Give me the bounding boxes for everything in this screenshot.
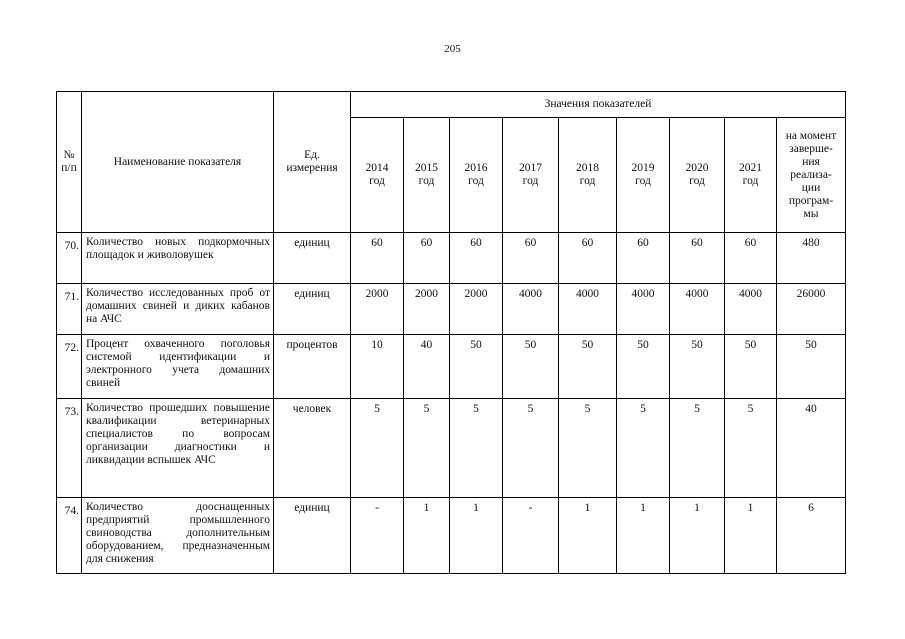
value-2015: 5 — [404, 399, 450, 498]
header-year-2015: 2015 год — [404, 118, 450, 233]
value-2019: 50 — [617, 335, 670, 399]
header-year-2019: 2019 год — [617, 118, 670, 233]
value-2015: 60 — [404, 233, 450, 284]
header-row-top — [57, 92, 846, 118]
header-num — [57, 92, 82, 233]
indicator-name: Процент охваченного поголовья системой идентификации и электронного учета домашних свиней — [82, 335, 274, 399]
value-2014: 10 — [351, 335, 404, 399]
value-2014: 60 — [351, 233, 404, 284]
value-2018: 4000 — [559, 284, 617, 335]
header-unit-line-1: Ед. — [304, 149, 320, 161]
header-values-group: Значения показателей — [351, 92, 846, 118]
value-2018: 5 — [559, 399, 617, 498]
table-row — [57, 233, 846, 284]
row-number: 73. — [57, 399, 82, 498]
value-2017: - — [503, 498, 559, 574]
value-2020: 60 — [670, 233, 725, 284]
indicators-table — [56, 91, 846, 574]
value-2019: 5 — [617, 399, 670, 498]
table-row — [57, 399, 846, 498]
value-2018: 1 — [559, 498, 617, 574]
value-2015: 2000 — [404, 284, 450, 335]
value-final: 50 — [777, 335, 846, 399]
header-unit-line-2: измерения — [286, 162, 338, 174]
header-num-line-2: п/п — [61, 162, 77, 174]
unit-cell: процентов — [274, 335, 351, 399]
indicator-name: Количество прошедших повышение квалификации ветеринарных специалистов по вопросам организации диагностики и ликвидации вспышек АЧС — [82, 399, 274, 498]
value-2019: 60 — [617, 233, 670, 284]
value-2014: 2000 — [351, 284, 404, 335]
header-final: на момент заверше- ния реализа- ции програм- мы — [777, 118, 846, 233]
row-number: 70. — [57, 233, 82, 284]
indicator-name: Количество дооснащенных предприятий промышленного свиноводства дополнительным оборудованием, предназначенным для снижения — [82, 498, 274, 574]
table-row — [57, 498, 846, 574]
header-year-2021: 2021 год — [725, 118, 777, 233]
header-year-2014: 2014 год — [351, 118, 404, 233]
value-2018: 60 — [559, 233, 617, 284]
value-2021: 5 — [725, 399, 777, 498]
header-unit — [274, 92, 351, 233]
unit-cell: единиц — [274, 498, 351, 574]
page-number: 205 — [444, 43, 461, 55]
table-row — [57, 335, 846, 399]
value-2020: 1 — [670, 498, 725, 574]
value-2021: 60 — [725, 233, 777, 284]
value-2021: 4000 — [725, 284, 777, 335]
value-final: 40 — [777, 399, 846, 498]
header-year-2020: 2020 год — [670, 118, 725, 233]
value-2017: 60 — [503, 233, 559, 284]
value-2016: 60 — [450, 233, 503, 284]
value-2016: 5 — [450, 399, 503, 498]
value-2021: 1 — [725, 498, 777, 574]
value-final: 26000 — [777, 284, 846, 335]
value-2021: 50 — [725, 335, 777, 399]
value-2016: 50 — [450, 335, 503, 399]
value-2020: 4000 — [670, 284, 725, 335]
unit-cell: единиц — [274, 233, 351, 284]
value-2015: 1 — [404, 498, 450, 574]
header-year-2017: 2017 год — [503, 118, 559, 233]
value-2019: 1 — [617, 498, 670, 574]
value-2016: 1 — [450, 498, 503, 574]
value-2019: 4000 — [617, 284, 670, 335]
unit-cell: человек — [274, 399, 351, 498]
value-2017: 5 — [503, 399, 559, 498]
value-2020: 50 — [670, 335, 725, 399]
value-2016: 2000 — [450, 284, 503, 335]
header-year-2018: 2018 год — [559, 118, 617, 233]
value-2017: 50 — [503, 335, 559, 399]
value-2014: - — [351, 498, 404, 574]
table-row — [57, 284, 846, 335]
indicator-name: Количество новых подкормочных площадок и живоловушек — [82, 233, 274, 284]
unit-cell: единиц — [274, 284, 351, 335]
value-final: 480 — [777, 233, 846, 284]
value-final: 6 — [777, 498, 846, 574]
value-2014: 5 — [351, 399, 404, 498]
value-2015: 40 — [404, 335, 450, 399]
header-name: Наименование показателя — [82, 92, 274, 233]
header-num-line-1: № — [63, 149, 75, 161]
value-2017: 4000 — [503, 284, 559, 335]
value-2020: 5 — [670, 399, 725, 498]
row-number: 72. — [57, 335, 82, 399]
row-number: 74. — [57, 498, 82, 574]
value-2018: 50 — [559, 335, 617, 399]
indicator-name: Количество исследованных проб от домашних свиней и диких кабанов на АЧС — [82, 284, 274, 335]
row-number: 71. — [57, 284, 82, 335]
header-year-2016: 2016 год — [450, 118, 503, 233]
